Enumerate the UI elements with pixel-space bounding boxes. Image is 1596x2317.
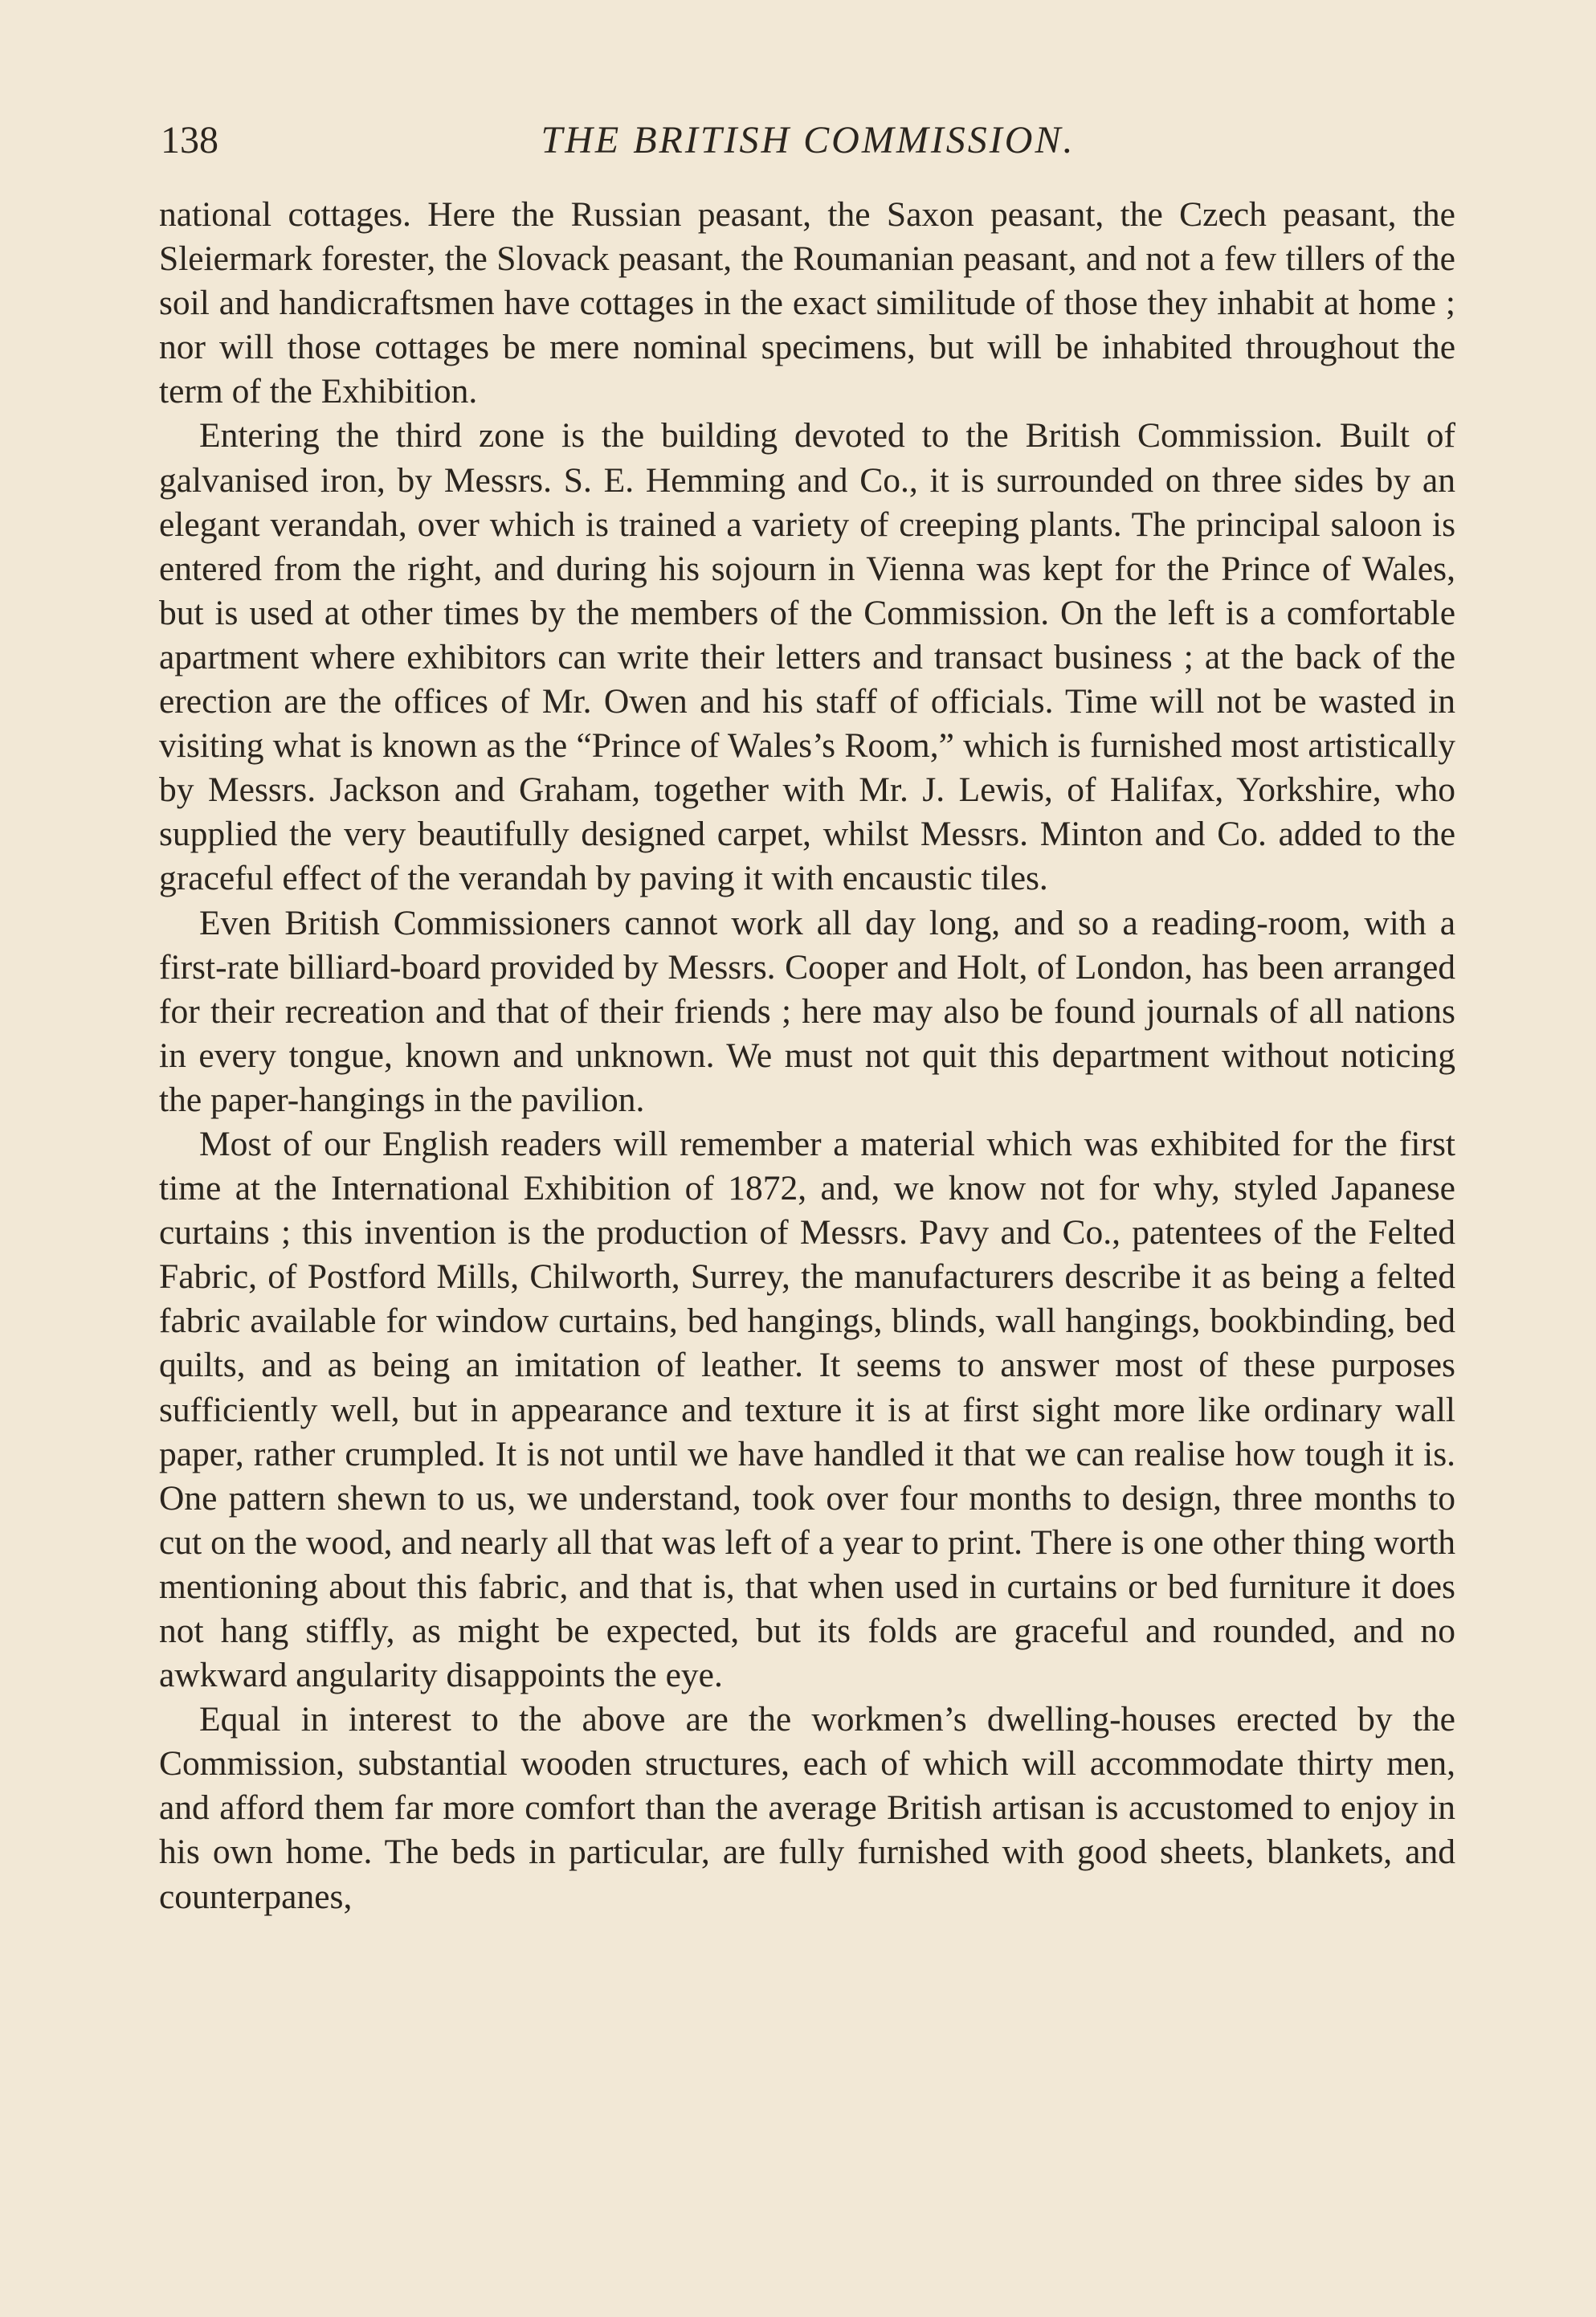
- paragraph-workmens-dwellings: Equal in interest to the above are the workmen’s dwelling-houses erected by the Commission, substantial wooden structures, each of which will accommodate thirty men, and afford them far more comfort than the average British artisan is accustomed to enjoy in his own home. The beds in particular, are fully furnished with good sheets, blankets, and counterpanes,: [159, 1700, 1455, 1916]
- paragraph-reading-room: Even British Commissioners cannot work all day long, and so a reading-room, with a first-rate billiard-board provided by Messrs. Cooper and Holt, of London, has been arranged for their recreation and that of their friends ; here may also be found journals of all nations in every tongue, known and unknown. We must not quit this department without noticing the paper-hangings in the pavilion.: [159, 903, 1455, 1119]
- running-title: THE BRITISH COMMISSION.: [541, 119, 1076, 161]
- page-number: 138: [161, 119, 218, 161]
- paragraph-felted-fabric: Most of our English readers will remember a material which was exhibited for the first time at the International Exhibition of 1872, and, we know not for why, styled Japanese curtains ; this invention is the production of Messrs. Pavy and Co., patentees of the Felted Fabric, of Postford Mills, Chilworth, Surrey, the manufacturers describe it as being a felted fabric available for window curtains, bed hangings, blinds, wall hangings, bookbinding, bed quilts, and as being an imitation of leather. It seems to answer most of these purposes sufficiently well, but in appearance and texture it is at first sight more like ordinary wall paper, rather crumpled. It is not until we have handled it that we can realise how tough it is. One pattern shewn to us, we understand, took over four months to design, three months to cut on the wood, and nearly all that was left of a year to print. There is one other thing worth mentioning about this fabric, and that is, that when used in curtains or bed furniture it does not hang stiffly, as might be expected, but its folds are graceful and rounded, and no awkward angularity disappoints the eye.: [159, 1124, 1455, 1695]
- paragraph-british-commission-building: Entering the third zone is the building devoted to the British Commission. Built of galvanised iron, by Messrs. S. E. Hemming and Co., it is surrounded on three sides by an elegant verandah, over which is trained a variety of creeping plants. The principal saloon is entered from the right, and during his sojourn in Vienna was kept for the Prince of Wales, but is used at other times by the members of the Commission. On the left is a comfortable apartment where exhibitors can write their letters and transact business ; at the back of the erection are the offices of Mr. Owen and his staff of officials. Time will not be wasted in visiting what is known as the “Prince of Wales’s Room,” which is furnished most artistically by Messrs. Jackson and Graham, together with Mr. J. Lewis, of Halifax, Yorkshire, who supplied the very beautifully designed carpet, whilst Messrs. Minton and Co. added to the graceful effect of the verandah by paving it with encaustic tiles.: [159, 416, 1455, 898]
- paragraph-national-cottages: national cottages. Here the Russian peasant, the Saxon peasant, the Czech peasant, the Sleiermark forester, the Slovack peasant, the Roumanian peasant, and not a few tillers of the soil and handicraftsmen have cottages in the exact similitude of those they inhabit at home ; nor will those cottages be mere nominal specimens, but will be inhabited throughout the term of the Exhibition.: [159, 195, 1455, 411]
- running-head: [161, 112, 1455, 169]
- body-text: [159, 193, 1455, 1919]
